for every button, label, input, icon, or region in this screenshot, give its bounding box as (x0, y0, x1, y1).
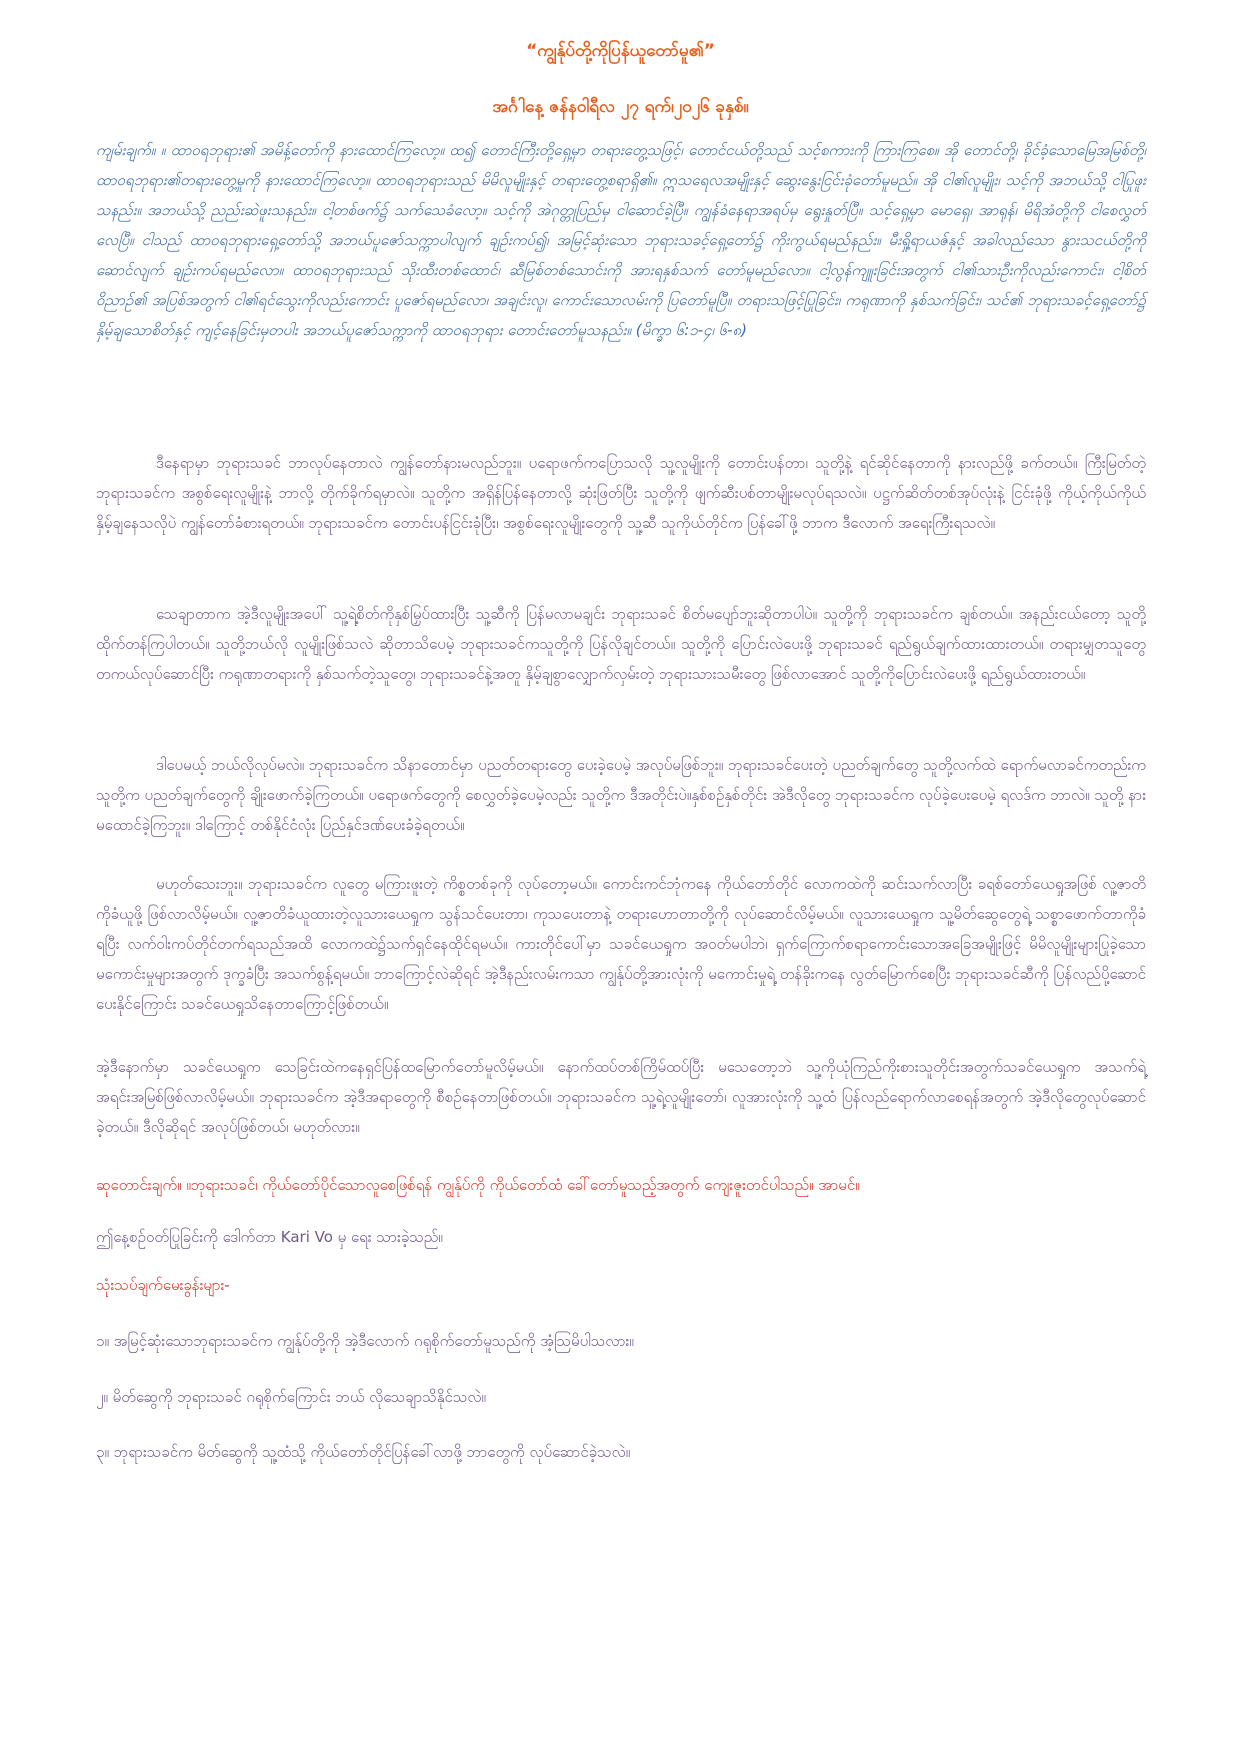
body-paragraph-4: မဟုတ်သေးဘူး။ ဘုရားသခင်က လူတွေ မကြားဖူးတဲ့ ကိစ္စတစ်ခုကို လုပ်တော့မယ်။ ကောင်းကင်ဘုံကနေ ကိုယ်တော်တိုင် လောကထဲကို ဆင်းသက်လာပြီး ခရစ်တော်ယေရှုအဖြစ် လူ့ဇာတိကိုခံယူဖို့ ဖြစ်လာလိမ့်မယ်။ လူ့ဇာတိခံယူထားတဲ့လူသားယေရှုက သွန်သင်ပေးတာ၊ ကုသပေးတာနဲ့ တရားဟောတာတို့ကို လုပ်ဆောင်လိမ့်မယ်။ လူသားယေရှုက သူ့မိတ်ဆွေတွေရဲ့ သစ္စာဖောက်တာကိုခံရပြီး လက်ဝါးကပ်တိုင်တက်ရသည်အထိ လောကထဲ၌သက်ရှင်နေထိုင်ရမယ်။ ကားတိုင်ပေါ်မှာ သခင်ယေရှုက အဝတ်မပါဘဲ၊ ရှက်ကြောက်စရာကောင်းသောအခြေအမျိုးဖြင့် မိမိလူမျိုးများပြုခဲ့သော မကောင်းမှုများအတွက် ဒုက္ခခံပြီး အသက်စွန့်ရမယ်။ ဘာကြောင့်လဲဆိုရင် အဲ့ဒီနည်းလမ်းကသာ ကျွန်ုပ်တို့အားလုံးကို မကောင်းမှုရဲ့ တန်ခိုးကနေ လွတ်မြောက်စေပြီး ဘုရားသခင်ဆီကို ပြန်လည်ပို့ဆောင်ပေးနိုင်ကြောင်း သခင်ယေရှုသိနေတာကြောင့်ဖြစ်တယ်။ (96, 875, 1146, 1013)
prayer: ဆုတောင်းချက်။ ။ဘုရားသခင်၊ ကိုယ်တော်ပိုင်သောလူစေဖြစ်ရန် ကျွန်ုပ်ကို ကိုယ်တော်ထံ ခေါ်တော်မူသည့်အတွက် ကျေးဇူးတင်ပါသည်။ အာမင်။ (96, 1176, 860, 1194)
body-paragraph-3: ဒါပေမယ့် ဘယ်လိုလုပ်မလဲ။ ဘုရားသခင်က သိနာတောင်မှာ ပညတ်တရားတွေ ပေးခဲ့ပေမဲ့ အလုပ်မဖြစ်ဘူး။ ဘုရားသခင်ပေးတဲ့ ပညတ်ချက်တွေ သူတို့လက်ထဲ ရောက်မလာခင်ကတည်းက သူတို့က ပညတ်ချက်တွေကို ချိုးဖောက်ခဲ့ကြတယ်။ ပရောဖက်တွေကို စေလွှတ်ခဲ့ပေမဲ့လည်း သူတို့က ဒီအတိုင်းပဲ။နှစ်စဉ်နှစ်တိုင်း အဲဒီလိုတွေ ဘုရားသခင်က လုပ်ခဲ့ပေးပေမဲ့ ရလဒ်က ဘာလဲ။ သူတို့ နားမထောင်ခဲ့ကြဘူး။ ဒါကြောင့် တစ်နိုင်ငံလုံး ပြည်နှင်ဒဏ်ပေးခံခဲ့ရတယ်။ (96, 756, 1147, 834)
author-credit: ဤနေ့စဉ်ဝတ်ပြုခြင်းကို ဒေါက်တာ Kari Vo မှ ရေး သားခဲ့သည်။ (96, 1228, 443, 1246)
question-item-2: ၂။ မိတ်ဆွေကို ဘုရားသခင် ဂရုစိုက်ကြောင်း ဘယ် လိုသေချာသိနိုင်သလဲ။ (96, 1388, 486, 1406)
body-paragraph-1: ဒီနေရာမှာ ဘုရားသခင် ဘာလုပ်နေတာလဲ ကျွန်တော်နားမလည်ဘူး။ ပရောဖက်ကပြောသလို သူ့လူမျိုးကို တောင်းပန်တာ၊ သူတို့နဲ့ ရင်ဆိုင်နေတာကို နားလည်ဖို့ ခက်တယ်။ ကြီးမြတ်တဲ့ ဘုရားသခင်က အစွစ်ရေးလူမျိုးနဲ့ ဘာလို့ တိုက်ခိုက်ရမှာလဲ။ သူတို့က အရှိန်ပြန်နေတာလို့ ဆုံးဖြတ်ပြီး သူတို့ကို ဖျက်ဆီးပစ်တာမျိုးမလုပ်ရသလဲ။ ပဋ္ဌက်ဆိတ်တစ်အုပ်လုံးနဲ့ ငြင်းခုံဖို့ ကိုယ့်ကိုယ်ကိုယ် နှိမ့်ချနေသလိုပဲ ကျွန်တော်ခံစားရတယ်။ ဘုရားသခင်က တောင်းပန်ငြင်းခုံပြီး၊ အစွစ်ရေးလူမျိုးတွေကို သူ့ဆီ သူကိုယ်တိုင်က ပြန်ခေါ်ဖို့ ဘာက ဒီလောက် အရေးကြီးရသလဲ။ (96, 454, 1146, 532)
questions-heading: သုံးသပ်ချက်မေးခွန်းများ- (96, 1276, 230, 1294)
question-item-3: ၃။ ဘုရားသခင်က မိတ်ဆွေကို သူ့ထံသို့ ကိုယ်တော်တိုင်ပြန်ခေါ်လာဖို့ ဘာတွေကို လုပ်ဆောင်ခဲ့သလဲ။ (96, 1443, 631, 1461)
body-paragraph-5: အဲ့ဒီနောက်မှာ သခင်ယေရှုက သေခြင်းထဲကနေရှင်ပြန်ထမြောက်တော်မူလိမ့်မယ်။ နောက်ထပ်တစ်ကြိမ်ထပ်ပြီး မသေတော့ဘဲ သူ့ကိုယုံကြည်ကိုးစားသူတိုင်းအတွက်သခင်ယေရှုက အသက်ရဲ့အရင်းအမြစ်ဖြစ်လာလိမ့်မယ်။ ဘုရားသခင်က အဲ့ဒီအရာတွေကို စီစဉ်နေတာဖြစ်တယ်။ ဘုရားသခင်က သူ့ရဲ့လူမျိုးတော်၊ လူအားလုံးကို သူ့ထံ ပြန်လည်ရောက်လာစေရန်အတွက် အဲ့ဒီလိုတွေလုပ်ဆောင်ခဲ့တယ်။ ဒီလိုဆိုရင် အလုပ်ဖြစ်တယ်၊ မဟုတ်လား။ (96, 1058, 1146, 1136)
body-paragraph-2: သေချာတာက အဲ့ဒီလူမျိုးအပေါ် သူ့ရဲ့စိတ်ကိုနှစ်မြှပ်ထားပြီး သူ့ဆီကို ပြန်မလာမချင်း ဘုရားသခင် စိတ်မပျော်ဘူးဆိုတာပါပဲ။ သူတို့ကို ဘုရားသခင်က ချစ်တယ်။ အနည်းငယ်တော့ သူတို့ ထိုက်တန်ကြပါတယ်။ သူတို့ဘယ်လို လူမျိုးဖြစ်သလဲ ဆိုတာသိပေမဲ့ ဘုရားသခင်ကသူတို့ကို ပြန်လိုချင်တယ်။ သူတို့ကို ပြောင်းလဲပေးဖို့ ဘုရားသခင် ရည်ရွယ်ချက်ထားထားတယ်။ တရားမျှတသူတွေ တကယ်လုပ်ဆောင်ပြီး ကရုဏာတရားကို နှစ်သက်တဲ့သူတွေ၊ ဘုရားသခင်နဲ့အတူ နှိမ့်ချစွာလျှောက်လှမ်းတဲ့ ဘုရားသားသမီးတွေ ဖြစ်လာအောင် သူတို့ကိုပြောင်းလဲပေးဖို့ ရည်ရွယ်ထားတယ်။ (96, 605, 1146, 683)
question-item-1: ၁။ အမြင့်ဆုံးသောဘုရားသခင်က ကျွန်ုပ်တို့ကို အဲ့ဒီလောက် ဂရုစိုက်တော်မူသည်ကို အံ့သြမိပါသလား။ (96, 1332, 634, 1350)
devotional-date: အင်္ဂါနေ့ ဇန်နဝါရီလ ၂၇ ရက်၊၂၀၂၆ ခုနှစ်။ (492, 97, 749, 117)
scripture-passage: ကျမ်းချက်။ ။ ထာဝရဘုရား၏ အမိန့်တော်ကို နားထောင်ကြလော့။ ထ၍ တောင်ကြီးတို့ရှေ့မှာ တရားတွေ့သဖြင့်၊ တောင်ငယ်တို့သည် သင့်စကားကို ကြားကြစေ။ အို တောင်တို့၊ ခိုင်ခံ့သောမြေအမြစ်တို့၊ ထာဝရဘုရား၏တရားတွေ့မှုကို နားထောင်ကြလော့။ ထာဝရဘုရားသည် မိမိလူမျိုးနှင့် တရားတွေ့စရာရှိ၏။ ဣသရေလအမျိုးနှင့် ဆွေးနွေးငြင်းခုံတော်မူမည်။ အို ငါ၏လူမျိုး၊ သင့်ကို အဘယ်သို့ ငါပြုဖူးသနည်း။ အဘယ်သို့ ညည်းဆဲဖူးသနည်း။ ငါ့တစ်ဖက်၌ သက်သေခံလော့။ သင့်ကို အဲဂုတ္တုပြည်မှ ငါဆောင်ခဲ့ပြီ။ ကျွန်ခံနေရာအရပ်မှ ရွေးနှုတ်ပြီ။ သင့်ရှေ့မှာ မောရှေ၊ အာရုန်၊ မိရိအံတို့ကို ငါစေလွှတ်လေပြီ။ ငါသည် ထာဝရဘုရားရှေ့တော်သို့ အဘယ်ပူဇော်သက္ကာပါလျက် ချဉ်းကပ်၍၊ အမြင့်ဆုံးသော ဘုရားသခင့်ရှေ့တော်၌ ကိုးကွယ်ရမည်နည်း။ မီးရှို့ရာယဇ်နှင့် အခါလည်သော နွားသငယ်တို့ကို ဆောင်လျက် ချဉ်းကပ်ရမည်လော။ ထာဝရဘုရားသည် သိုးထီးတစ်ထောင်၊ ဆီမြစ်တစ်သောင်းကို အားရနှစ်သက် တော်မူမည်လော။ ငါ့လွန်ကျူးခြင်းအတွက် ငါ၏သားဦးကိုလည်းကောင်း၊ ငါ့စိတ်ဝိညာဉ်၏ အပြစ်အတွက် ငါ၏ရင်သွေးကိုလည်းကောင်း ပူဇော်ရမည်လော၊ အချင်းလူ၊ ကောင်းသောလမ်းကို ပြတော်မူပြီ။ တရားသဖြင့်ပြုခြင်း၊ ကရုဏာကို နှစ်သက်ခြင်း၊ သင်၏ ဘုရားသခင့်ရှေ့တော်၌ နှိမ့်ချသောစိတ်နှင့် ကျင့်နေခြင်းမှတပါး အဘယ်ပူဇော်သက္ကာကို ထာဝရဘုရား တောင်းတော်မူသနည်း။ (မိက္ခာ ၆:၁-၄၊ ၆-၈) (96, 141, 1146, 339)
devotional-title: “ကျွန်ုပ်တို့ကိုပြန်ယူတော်မူ၏” (526, 41, 715, 61)
